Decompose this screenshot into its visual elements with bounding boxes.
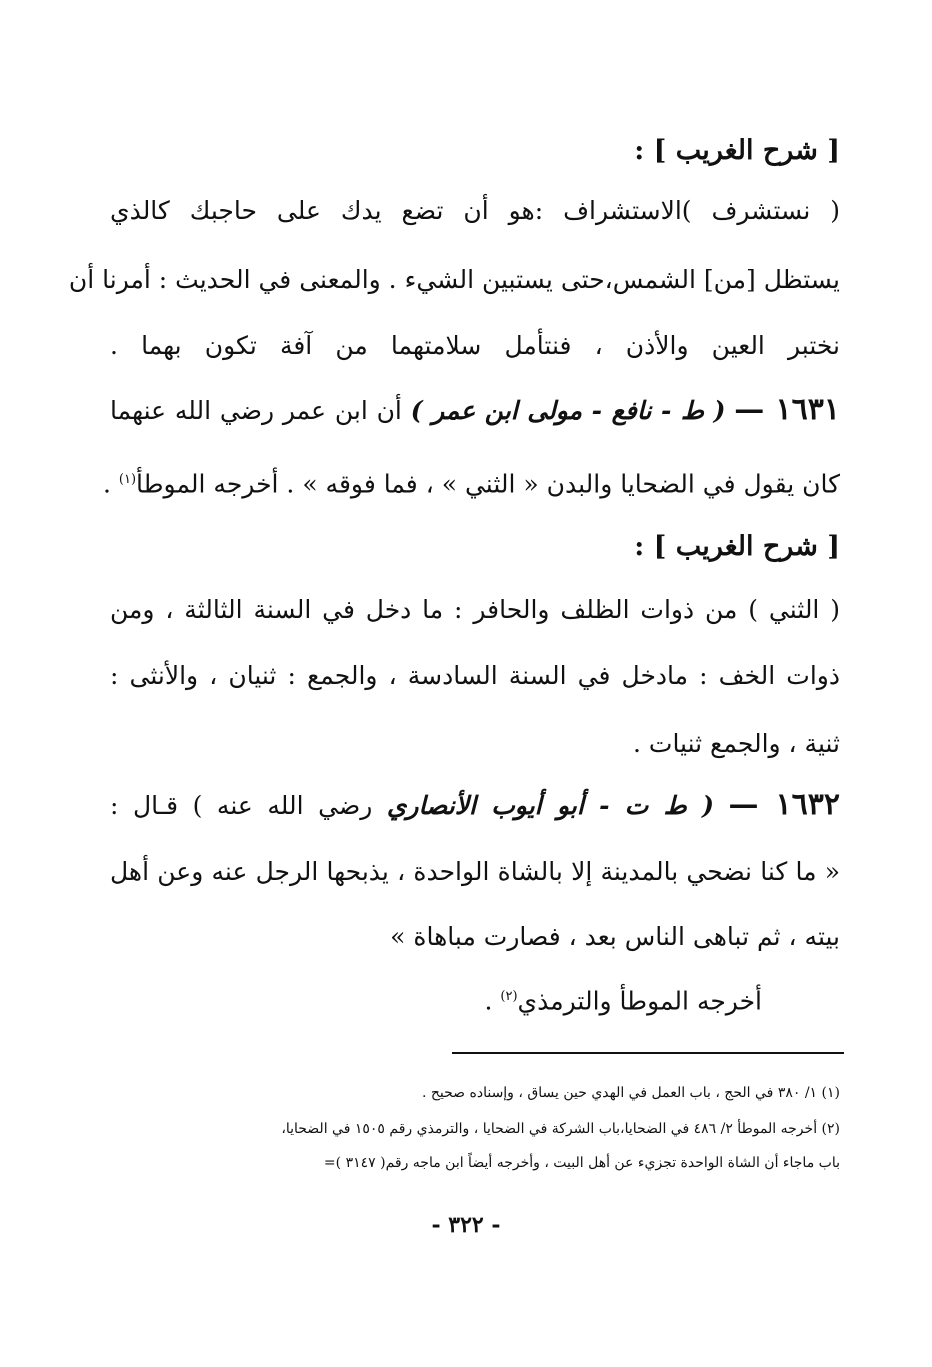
gharib1-line-2: يستظل [من] الشمس،حتى يستبين الشيء . والمعنى في الحديث : أمرنا أن [68,265,840,294]
hadith-1631-source: ( ط - نافع - مولى ابن عمر ) [410,396,726,425]
gharib-heading-1: [ شرح الغريب ] : [634,135,840,166]
page-number: - ٣٢٢ - [431,1212,501,1238]
hadith-1631-line-2 [102,460,840,504]
hadith-1631-line-1 [110,390,840,431]
gharib2-line-1: ( الثني ) من ذوات الظلف والحافر : ما دخل في السنة الثالثة ، ومن [110,595,840,624]
gharib1-line-3: نختبر العين والأذن ، فنتأمل سلامتهما من آفة تكون بهما . [110,331,840,360]
gharib2-line-3: ثنية ، والجمع ثنيات . [633,729,840,758]
hadith-1632-number: ١٦٣٢ — [728,787,840,822]
gharib1-line-1: ( نستشرف )الاستشراف :هو أن تضع يدك على حاجبك كالذي [110,196,840,225]
gharib-heading-2: [ شرح الغريب ] : [634,531,840,562]
hadith-1632-end: . [484,986,493,1016]
footnote-ref-2: (٢) [500,989,518,1004]
hadith-1632-line-2: « ما كنا نضحي بالمدينة إلا بالشاة الواحدة ، يذبحها الرجل عنه وعن أهل [110,857,840,886]
hadith-1632-line-3: بيته ، ثم تباهى الناس بعد ، فصارت مباهاة » [390,922,840,951]
footnote-2-line-2: باب ماجاء أن الشاة الواحدة تجزيء عن أهل البيت ، وأخرجه أيضاً ابن ماجه رقم( ٣١٤٧ )= [323,1155,840,1171]
hadith-1631-number: ١٦٣١ — [734,392,840,427]
footnote-2-line-1: (٢) أخرجه الموطأ ٢/ ٤٨٦ في الضحايا،باب الشركة في الضحايا ، والترمذي رقم ١٥٠٥ في الضحايا، [281,1121,840,1137]
hadith-1631-text-1: أن ابن عمر رضي الله عنهما [110,396,402,425]
hadith-1632-line-1 [110,785,840,826]
hadith-1632-text-4: أخرجه الموطأ والترمذي [517,986,762,1016]
hadith-1631-end: . [102,469,111,499]
gharib2-line-2: ذوات الخف : مادخل في السنة السادسة ، والجمع : ثنيان ، والأنثى : [110,661,840,690]
hadith-1632-source: ( ط ت - أبو أيوب الأنصاري [386,791,714,820]
hadith-1632-text-1: رضي الله عنه ) قـال : [110,791,373,820]
footnote-separator [452,1052,844,1054]
footnote-ref-1: (١) [118,472,137,487]
footnote-1: (١) ١/ ٣٨٠ في الحج ، باب العمل في الهدي حين يساق ، وإسناده صحيح . [421,1085,840,1101]
hadith-1632-line-4 [110,977,762,1021]
hadith-1631-text-2: كان يقول في الضحايا والبدن « الثني » ، فما فوقه » . أخرجه الموطأ [136,469,840,499]
